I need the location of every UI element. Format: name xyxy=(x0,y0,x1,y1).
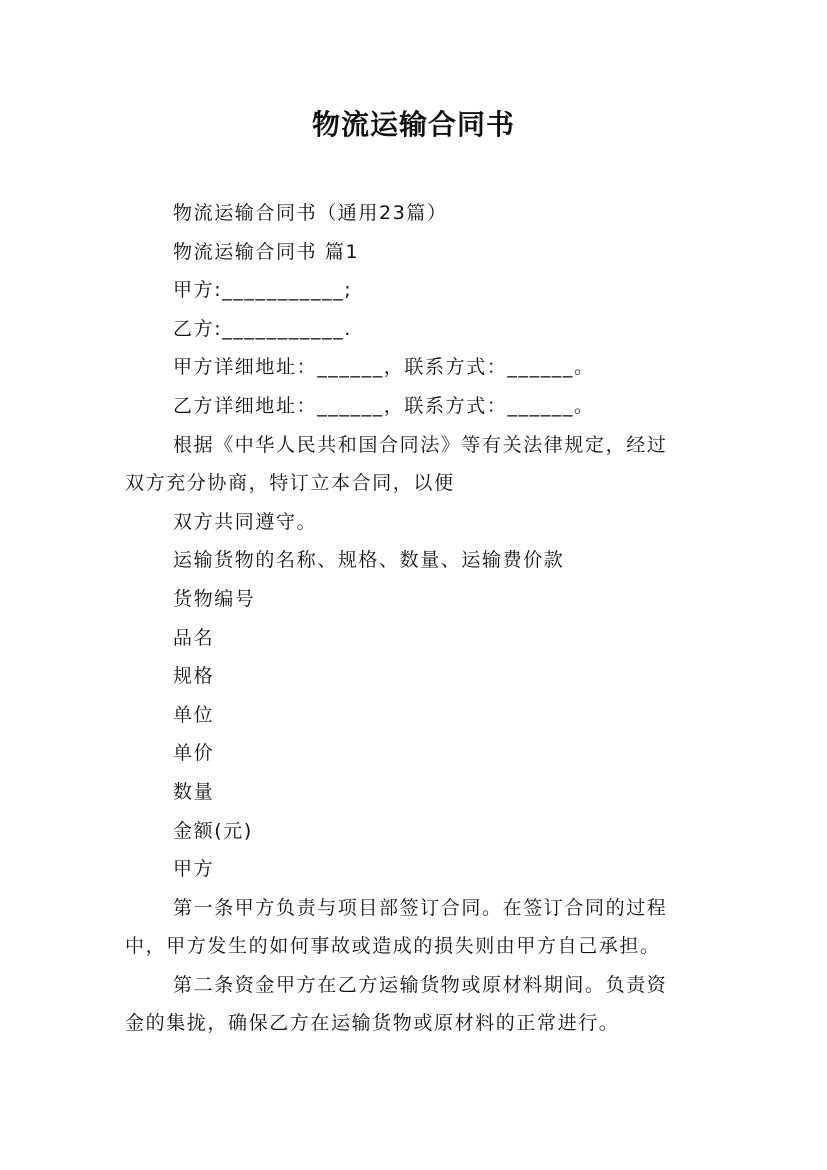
list-item: 运输货物的名称、规格、数量、运输费价款 xyxy=(173,549,565,572)
list-item: 单位 xyxy=(173,703,215,726)
list-item: 单价 xyxy=(173,742,215,765)
list-item: 数量 xyxy=(173,780,215,803)
party-a-address-line: 甲方详细地址：______，联系方式：______。 xyxy=(173,356,595,379)
party-b-address-line: 乙方详细地址：______，联系方式：______。 xyxy=(173,394,595,417)
article-1-line-2: 中，甲方发生的如何事故或造成的损失则由甲方自己承担。 xyxy=(125,935,661,958)
section-heading: 物流运输合同书 篇1 xyxy=(173,240,360,263)
list-item: 双方共同遵守。 xyxy=(173,510,318,533)
list-item: 货物编号 xyxy=(173,587,256,610)
list-item: 金额(元) xyxy=(173,819,253,842)
subtitle-line: 物流运输合同书（通用23篇） xyxy=(173,202,448,224)
document-body xyxy=(125,194,707,1043)
party-b-line: 乙方:___________. xyxy=(173,317,352,340)
list-item: 规格 xyxy=(173,665,215,688)
party-a-line: 甲方:___________; xyxy=(173,279,353,302)
article-2-line-2: 金的集拢，确保乙方在运输货物或原材料的正常进行。 xyxy=(125,1012,620,1035)
article-1-line-1: 第一条甲方负责与项目部签订合同。在签订合同的过程 xyxy=(173,896,668,919)
list-item: 品名 xyxy=(173,626,215,649)
list-item: 甲方 xyxy=(173,858,215,881)
document-title: 物流运输合同书 xyxy=(311,108,515,141)
basis-paragraph-line-2: 双方充分协商，特订立本合同，以便 xyxy=(125,472,455,495)
article-2-line-1: 第二条资金甲方在乙方运输货物或原材料期间。负责资 xyxy=(173,973,668,996)
basis-paragraph-line-1: 根据《中华人民共和国合同法》等有关法律规定，经过 xyxy=(173,433,668,456)
